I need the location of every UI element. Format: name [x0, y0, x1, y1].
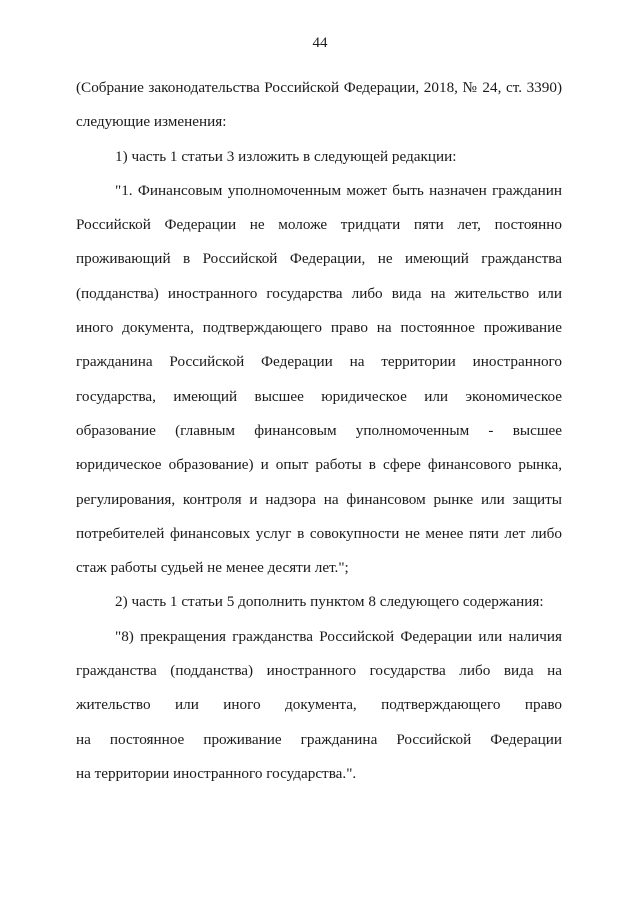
text-line: на постоянное проживание гражданина Российской Федерации [76, 730, 562, 748]
text-line: образование (главным финансовым уполномоченным - высшее [76, 421, 562, 439]
document-body [76, 71, 562, 791]
text-line: гражданина Российской Федерации на территории иностранного [76, 353, 562, 371]
text-line: государства, имеющий высшее юридическое или экономическое [76, 387, 562, 405]
text-line: регулирования, контроля и надзора на финансовом рынке или защиты [76, 490, 562, 508]
text-line: иного документа, подтверждающего право на постоянное проживание [76, 319, 562, 337]
text-line: "8) прекращения гражданства Российской Федерации или наличия [115, 627, 562, 645]
text-line: следующие изменения: [76, 113, 227, 131]
text-line: 2) часть 1 статьи 5 дополнить пунктом 8 следующего содержания: [115, 593, 544, 611]
text-line: (Собрание законодательства Российской Федерации, 2018, № 24, ст. 3390) [76, 79, 562, 96]
text-line: жительство или иного документа, подтверждающего право [76, 696, 562, 714]
text-line: (подданства) иностранного государства либо вида на жительство или [76, 284, 562, 302]
text-line: 1) часть 1 статьи 3 изложить в следующей редакции: [115, 147, 457, 165]
text-line: потребителей финансовых услуг в совокупности не менее пяти лет либо [76, 524, 562, 542]
text-line: проживающий в Российской Федерации, не имеющий гражданства [76, 250, 562, 268]
page-number: 44 [312, 35, 328, 51]
text-line: Российской Федерации не моложе тридцати пяти лет, постоянно [76, 216, 562, 234]
text-line: юридическое образование) и опыт работы в сфере финансового рынка, [76, 456, 562, 474]
text-line: на территории иностранного государства.". [76, 764, 357, 782]
text-line: "1. Финансовым уполномоченным может быть назначен гражданин [115, 181, 562, 199]
text-line: стаж работы судьей не менее десяти лет."; [76, 559, 349, 577]
text-line: гражданства (подданства) иностранного государства либо вида на [76, 662, 562, 680]
